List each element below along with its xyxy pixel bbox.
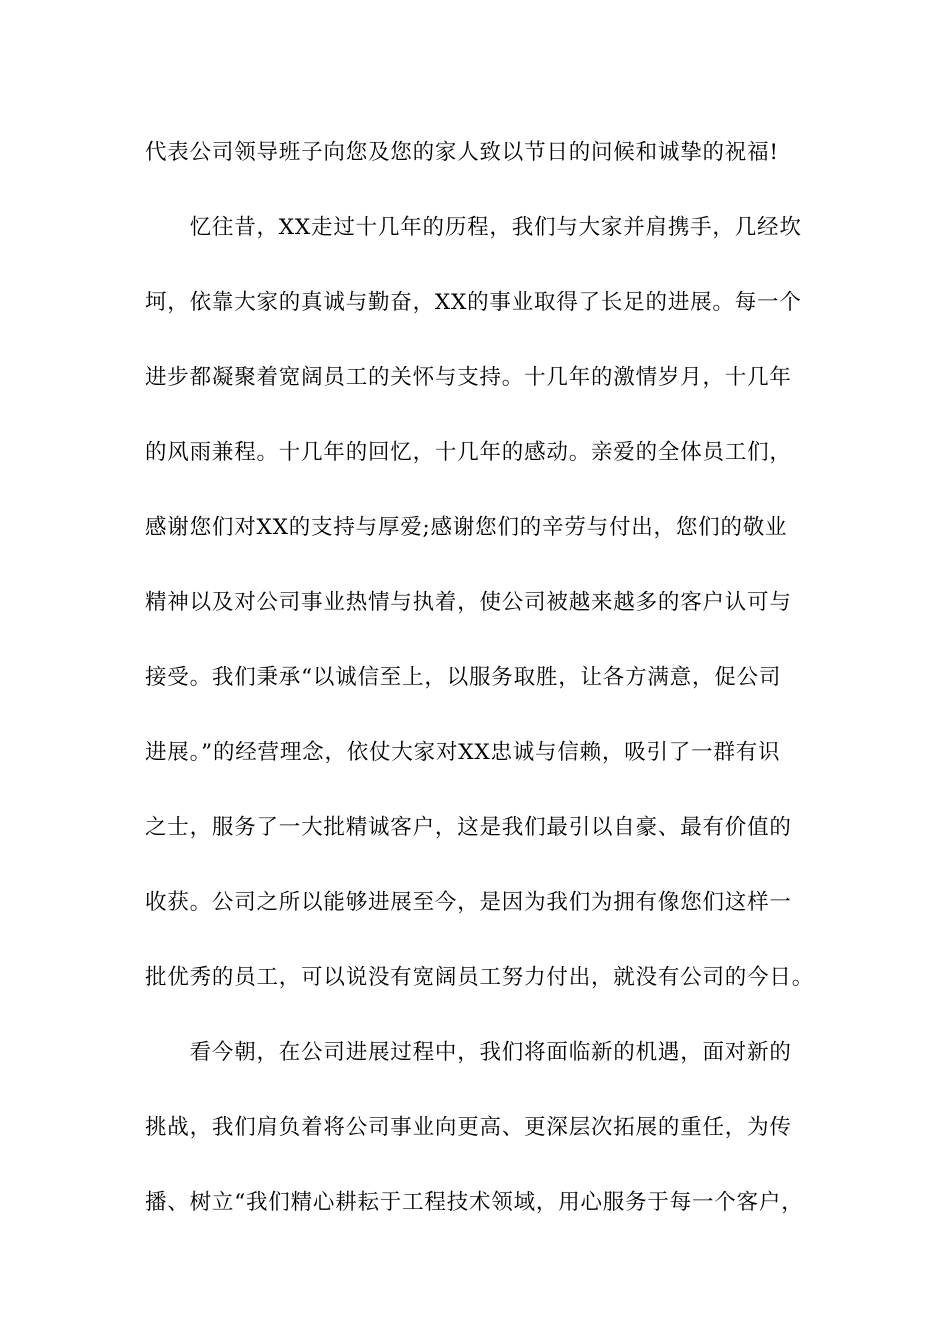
- text-line: 精神以及对公司事业热情与执着，使公司被越来越多的客户认可与: [145, 590, 792, 615]
- text-line: 坷，依靠大家的真诚与勤奋，XX的事业取得了长足的进展。每一个: [145, 290, 802, 315]
- text-line: 看今朝，在公司进展过程中，我们将面临新的机遇，面对新的: [145, 1040, 792, 1065]
- text-line: 进步都凝聚着宽阔员工的关怀与支持。十几年的激情岁月，十几年: [145, 365, 792, 390]
- text-line: 代表公司领导班子向您及您的家人致以节日的问候和诚挚的祝福!: [145, 140, 779, 165]
- text-line: 感谢您们对XX的支持与厚爱;感谢您们的辛劳与付出，您们的敬业: [145, 515, 788, 540]
- text-line: 批优秀的员工，可以说没有宽阔员工努力付出，就没有公司的今日。: [145, 965, 815, 990]
- text-line: 收获。公司之所以能够进展至今，是因为我们为拥有像您们这样一: [145, 890, 792, 915]
- body-text: [145, 130, 825, 1255]
- text-line: 之士，服务了一大批精诚客户，这是我们最引以自豪、最有价值的: [145, 815, 792, 840]
- text-line: 挑战，我们肩负着将公司事业向更高、更深层次拓展的重任，为传: [145, 1115, 792, 1140]
- text-line: 接受。我们秉承“以诚信至上，以服务取胜，让各方满意，促公司: [145, 665, 782, 690]
- text-line: 的风雨兼程。十几年的回忆，十几年的感动。亲爱的全体员工们，: [145, 440, 792, 465]
- text-line: 进展。”的经营理念，依仗大家对XX忠诚与信赖，吸引了一群有识: [145, 740, 781, 765]
- text-line: 播、树立“我们精心耕耘于工程技术领域，用心服务于每一个客户，: [145, 1190, 804, 1215]
- text-line: 忆往昔，XX走过十几年的历程，我们与大家并肩携手，几经坎: [145, 215, 802, 240]
